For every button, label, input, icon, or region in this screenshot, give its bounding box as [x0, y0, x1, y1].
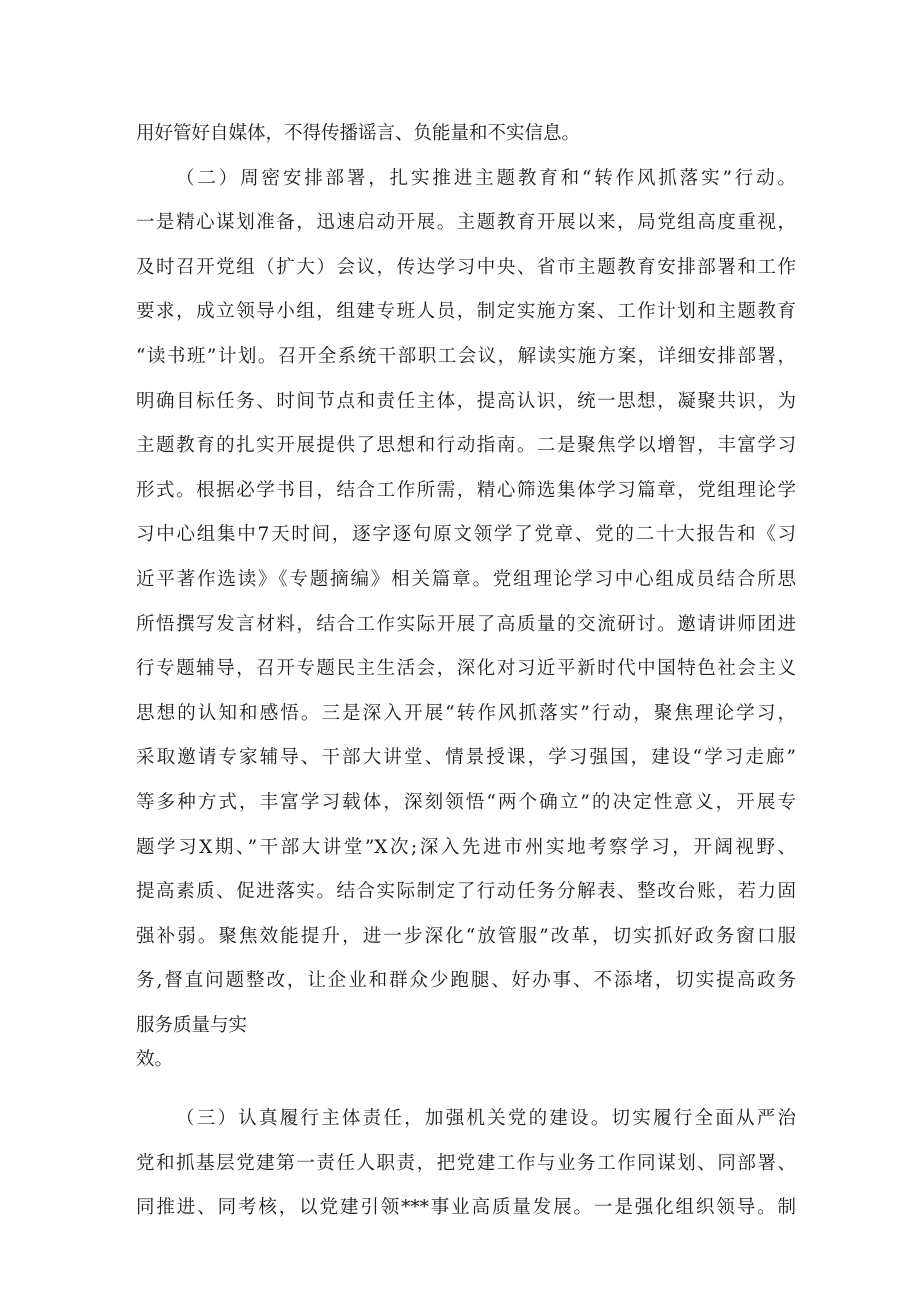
- text-line: 一是精心谋划准备，迅速启动开展。主题教育开展以来，局党组高度重视，: [136, 212, 796, 234]
- text-line: 题学习X期、”干部大讲堂”X次;深入先进市州实地考察学习，开阔视野、: [136, 836, 796, 858]
- text-line: 服务质量与实: [136, 1014, 248, 1036]
- text-line: 思想的认知和感悟。三是深入开展“转作风抓落实”行动，聚焦理论学习，: [136, 702, 796, 724]
- text-line: 主题教育的扎实开展提供了思想和行动指南。二是聚焦学以增智，丰富学习: [136, 435, 796, 457]
- text-line: 所悟撰写发言材料，结合工作实际开展了高质量的交流研讨。邀请讲师团进: [136, 613, 796, 635]
- text-line: 近平著作选读》《专题摘编》相关篇章。党组理论学习中心组成员结合所思: [136, 568, 796, 590]
- text-line: 效。: [136, 1049, 174, 1071]
- text-line: 行专题辅导，召开专题民主生活会，深化对习近平新时代中国特色社会主义: [136, 658, 796, 680]
- paragraph-gap: [136, 1083, 796, 1097]
- text-line: 强补弱。聚焦效能提升，进一步深化“放管服”改革，切实抓好政务窗口服: [136, 925, 796, 947]
- text-line: 务,督直问题整改，让企业和群众少跑腿、好办事、不添堵，切实提高政务: [136, 970, 796, 992]
- text-line: 形式。根据必学书目，结合工作所需，精心筛选集体学习篇章，党组理论学: [136, 479, 796, 501]
- text-line: 用好管好自媒体，不得传播谣言、负能量和不实信息。: [136, 123, 581, 144]
- text-line: 提高素质、促进落实。结合实际制定了行动任务分解表、整改台账，若力固: [136, 881, 796, 903]
- text-line: 同推进、同考核，以党建引领***事业高质量发展。一是强化组织领导。制: [136, 1197, 796, 1219]
- text-line: 等多种方式，丰富学习载体，深刻领悟“两个确立”的决定性意义，开展专: [136, 791, 796, 813]
- text-line: 及时召开党组（扩大）会议，传达学习中央、省市主题教育安排部署和工作: [136, 256, 796, 278]
- text-line: （三）认真履行主体责任，加强机关党的建设。切实履行全面从严治: [176, 1108, 796, 1130]
- text-line: “读书班”计划。召开全系统干部职工会议，解读实施方案，详细安排部署，: [136, 345, 796, 367]
- text-line: 采取邀请专家辅导、干部大讲堂、情景授课，学习强国，建设“学习走廊”: [136, 747, 796, 769]
- text-line: 要求，成立领导小组，组建专班人员，制定实施方案、工作计划和主题教育: [136, 301, 796, 323]
- document-body: [136, 112, 796, 1231]
- text-line: 习中心组集中7天时间，逐字逐句原文领学了党章、党的二十大报告和《习: [136, 524, 796, 546]
- text-line: 明确目标任务、时间节点和责任主体，提高认识，统一思想，凝聚共识，为: [136, 390, 796, 412]
- text-line: （二）周密安排部署，扎实推进主题教育和“转作风抓落实”行动。: [176, 167, 796, 189]
- text-line: 党和抓基层党建第一责任人职责，把党建工作与业务工作同谋划、同部署、: [136, 1152, 796, 1174]
